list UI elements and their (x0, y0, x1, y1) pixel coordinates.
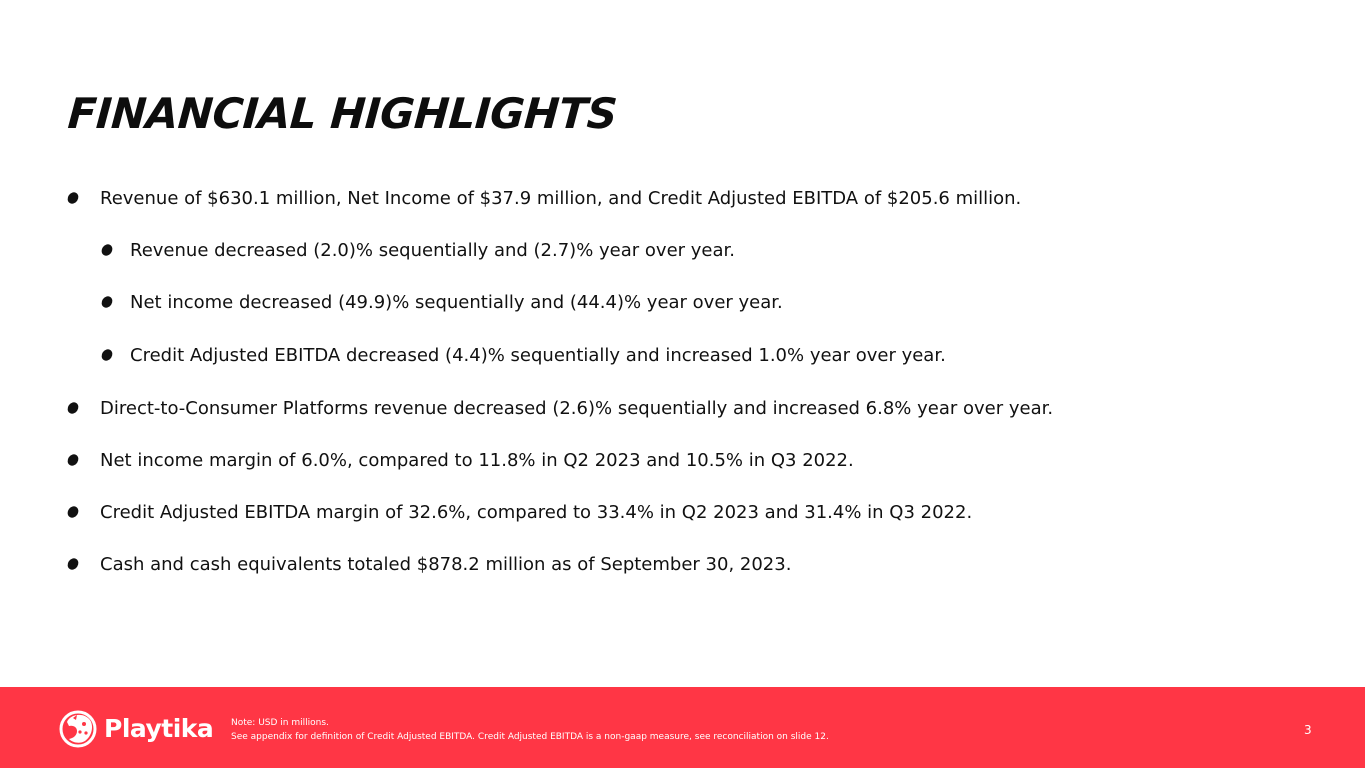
bullet-text: Credit Adjusted EBITDA margin of 32.6%, compared to 33.4% in Q2 2023 and 31.4% in Q3 2022. (100, 501, 973, 523)
bullet-text: Revenue of $630.1 million, Net Income of $37.9 million, and Credit Adjusted EBITDA of $205.6 million. (100, 187, 1022, 209)
brand-name: Playtika (104, 713, 214, 743)
footer-bar (0, 687, 1365, 768)
bullet-text: Direct-to-Consumer Platforms revenue decreased (2.6)% sequentially and increased 6.8% year over year. (100, 397, 1054, 419)
bullet-text: Revenue decreased (2.0)% sequentially and (2.7)% year over year. (130, 239, 735, 261)
bullet-item (68, 552, 791, 576)
sub-bullet-item (102, 343, 946, 367)
bullet-text: Credit Adjusted EBITDA decreased (4.4)% sequentially and increased 1.0% year over year. (130, 344, 946, 366)
bullet-dot-icon (99, 294, 114, 310)
bullet-text: Net income margin of 6.0%, compared to 11.8% in Q2 2023 and 10.5% in Q3 2022. (100, 449, 854, 471)
bullet-dot-icon (65, 504, 80, 520)
sub-bullet-item (102, 238, 735, 262)
playtika-logo (58, 707, 213, 749)
bullet-item (68, 186, 1021, 210)
bullet-item (68, 500, 972, 524)
bullet-dot-icon (99, 347, 114, 363)
footnote-line: See appendix for definition of Credit Adjusted EBITDA. Credit Adjusted EBITDA is a non-gaap measure, see reconciliation on slide 12. (231, 732, 829, 742)
bullet-dot-icon (99, 242, 114, 258)
bullet-text: Cash and cash equivalents totaled $878.2 million as of September 30, 2023. (100, 553, 792, 575)
bullet-dot-icon (65, 452, 80, 468)
bullet-item (68, 448, 854, 472)
page-number: 3 (1304, 723, 1312, 737)
bullet-text: Net income decreased (49.9)% sequentially and (44.4)% year over year. (130, 291, 783, 313)
sub-bullet-item (102, 290, 783, 314)
bullet-dot-icon (65, 556, 80, 572)
bullet-item (68, 396, 1053, 420)
slide-title: FINANCIAL HIGHLIGHTS (66, 89, 619, 138)
leopard-icon (58, 708, 98, 748)
footnote (231, 716, 829, 744)
bullet-dot-icon (65, 400, 80, 416)
bullet-dot-icon (65, 190, 80, 206)
footnote-line: Note: USD in millions. (231, 718, 329, 728)
